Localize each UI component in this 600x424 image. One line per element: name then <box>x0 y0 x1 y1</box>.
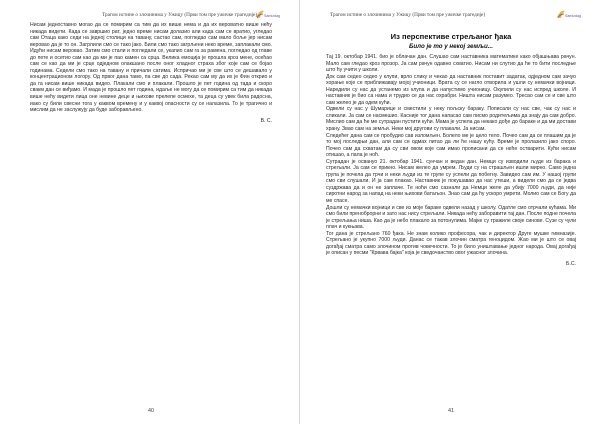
paragraph: Тај 19. октобар 1941. био је облачан дан. Слушао сам наставника математике како објашњава рачун. Мало сам гледао кроз прозор. Ја сам рачун одавно схватио. Нисам ни слутио да ће то бити последње што ћу учити у школи. <box>326 54 576 74</box>
paragraph: Док сам седео седео у клупи, врло слику и чекао да наставник поставит задатак, одједном сам зачуо хорање које се приближавају мојој учионици. Врата су се нагло отворила и ушли су немачки војници. Наредили су нас да устанемо из клупа и да напустимо учионицу. Окупили су нас испред школе. И наставник је био са нама и трудио се да нас охрабри. Ништа нисам разумео. Тресао сам се и све што сам желео је да одем кући. <box>326 73 576 106</box>
paragraph: Сутрадан је освануо 21. октобар 1941. сунчан и ведан дан. Немци су изводили људе из барака и стрељали. Ја сам се прикно. Нисам желео да умрем. Људи су на страшљен ишли мирно. Само једна група је почела да трчи и неки људи из те групе су успели да побегну. Завидео сам им. У нашој групи смо сви слушали. И ја сам плакао. Наставник је покушавао да нас утеши, а видели смо да се једва суздржава да и он не заплаче. Те ноћи смо сазнали да Немци желе да убију 7000 људи, да није сиротни народ за напад на неки њихови батаљон. Знао сам да ћу ускоро умрети. Молио сам се Богу да ме спасе. <box>326 158 576 205</box>
paragraph: Следећег дана сам се пробудио сав изломљен. Болело ме је цело тело. Почео сам да се плашим да је то мој последњи дан, али сам се одмах питао да ли ће нашу кућу. Време је пролазило јако споро. Почео сам да схватам да су сви овом које сам имао прописани да се неће остварити. Кући нисам отишао, а пала је ноћ. <box>326 132 576 159</box>
paragraph: Нисам једноставно могао да се помирим са тим да их више нема и да их вероватно више нећу никада видети. Када се завршио рат, једно време нисам долазио али када сам се вратио, угледао сам Отаца како седи на једној столици на тавану, састао сам, погледао сам мало боље јер нисам веровао да је то он. Загрлили смо се тако јако. Били смо тако загрљени неко време, заплакали смо. Идући нисам веровао. Затим смо стали и погледали се, укапио сам га за рамена, погледао од главе до пете и осетио сам као да ми је пао камен са срца. Велика емоција је прошла кроз мене, осећао сам се као да ми је срце одједном олакшано после оног хладног страха због које сам се бојао годинама. Седели смо тако на тавану и причали сатима. Испричао ми је све што се дешавало у концентрационом логору. Од првог дана тамо, па све до сада. Рекао сам му да их је Фин открио и да га нисам више никада видео. Плакали смо и плакали. Прошло је пет година од тада и скоро свакм дан се виђамо. И мада је прошло пет година, идаље не могу да се помирим са тим да никада више нећу видети лица оне невине деце и њихове прелепе осмехе, та деца су увек била радосна, иако су били свесни тога у каквом времену и у каквој опасности су се налазила. То је трагично и мислим да не заслужују да буде заборављено. <box>30 22 272 114</box>
right-page <box>300 0 600 424</box>
signature: Б.С. <box>566 260 576 267</box>
paragraph: Тог дана је стрељано 760 ђака. Не знам колико професора, чак и директор Друге мушке гимназије. Стрељано је укупно 7000 људи. Данас се такав злочин сматра геноцидом. Жао ми је што се овај догађај сматра само злочином против човечности. То је било уништавање једног народа. Овај догађај је описан у песми "Крвава бајка" која је сведочанство овог ужасног злочина. <box>326 230 576 257</box>
paragraph: Одвели су нас у Шумарице и сместили у неку пољску бараку. Пописали су нас све, чак су нас и сликали. Ја сам се насмешио. Касније тог дана напасао сам писмо родитељима да знају да сам добро. Мислио сам да ће ме сутрадан пустити кући. Мама је успела да некако дође до бараке и да ми достави храну. Звао сам на земљи. Неки мој другови су плакали. Ја нисам. <box>326 106 576 133</box>
left-page-text <box>30 22 272 124</box>
header-title: Трагом истине о злочинима у Ужицу (Први том пре ужичке трагедије) <box>330 12 486 18</box>
running-header <box>0 9 299 21</box>
logo-text: Samizdag <box>565 14 581 18</box>
running-header <box>300 9 600 21</box>
chapter-heading: Из перспективе стрељаног ђака <box>390 32 512 41</box>
header-title: Трагом истине о злочинима у Ужицу (Први том пре ужичке трагедије) <box>102 12 258 18</box>
paragraph: Дошли су немачки војници и све из моје бараке одвели назад у школу. Одатле смо отрчали кућама. Ми смо били преноброрни и зато нас нису стрељали. Никада нећу заборавити тај дан. После подне почела је стрељања ниша. Као да је небо плакало за потонулима. Мајке су тражиле своје синове. Сузе су чули плач и кукњава. <box>326 204 576 231</box>
page-number: 41 <box>448 408 454 414</box>
logo <box>556 9 581 22</box>
right-page-text <box>326 22 576 268</box>
page-number: 40 <box>148 408 154 414</box>
logo <box>255 9 280 22</box>
chapter-subheading: Било је то у некој земљи... <box>409 43 493 50</box>
signature: В. С. <box>260 117 272 124</box>
logo-text: Samizdag <box>264 14 280 18</box>
